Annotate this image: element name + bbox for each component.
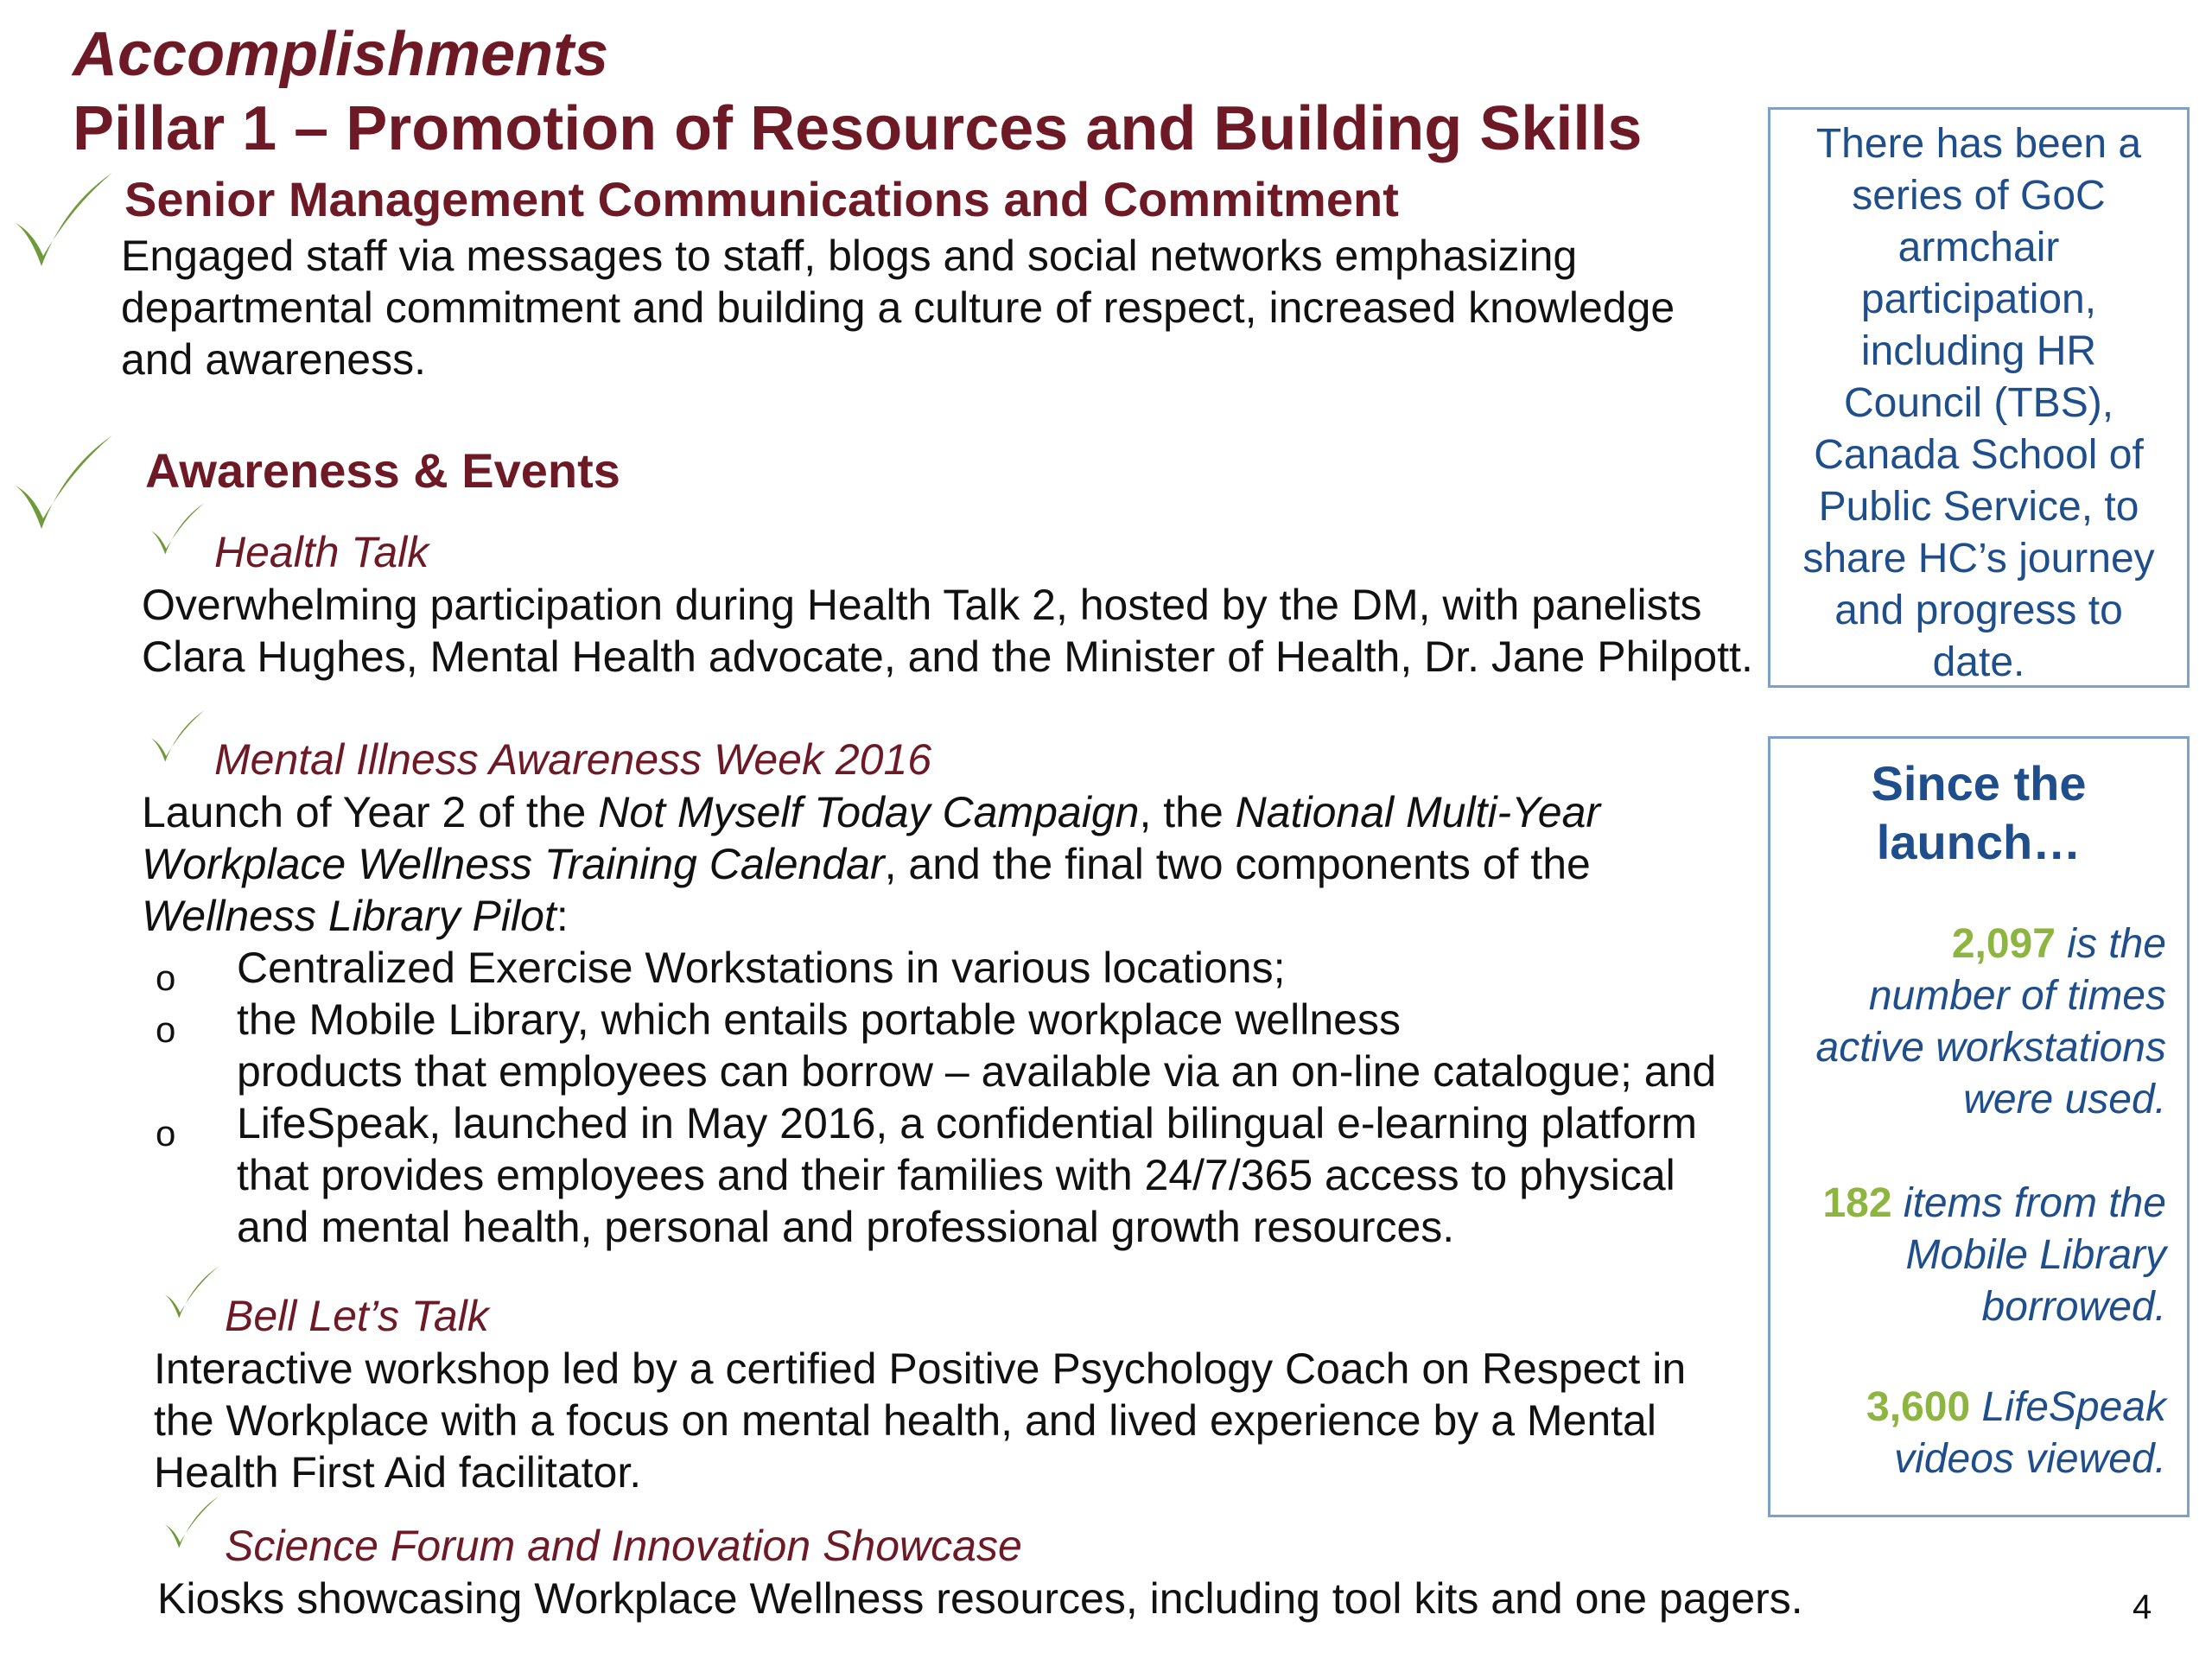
checkmark-icon — [145, 709, 209, 766]
health-talk-line-2: Clara Hughes, Mental Health advocate, and the Minister of Health, Dr. Jane Philpott. — [142, 632, 1753, 681]
stat-mobile-library: 182 items from the Mobile Library borrowed. — [1822, 1180, 2166, 1330]
subheading-miaw: Mental Illness Awareness Week 2016 — [214, 735, 932, 784]
page-subtitle: Pillar 1 – Promotion of Resources and Building Skills — [73, 94, 1643, 163]
list-item-continuation: that provides employees and their families with 24/7/365 access to physical — [237, 1151, 1675, 1199]
science-line-1: Kiosks showcasing Workplace Wellness resources, including tool kits and one pagers. — [157, 1574, 1803, 1623]
senior-line-3: and awareness. — [121, 335, 427, 384]
list-bullet: o — [156, 1113, 176, 1154]
checkmark-icon — [159, 1265, 223, 1322]
miaw-line-2: Workplace Wellness Training Calendar, and the final two components of the — [142, 840, 1591, 888]
sidebar-stats-box — [1768, 736, 2190, 1517]
miaw-line-3: Wellness Library Pilot: — [142, 892, 569, 940]
bell-line-1: Interactive workshop led by a certified Positive Psychology Coach on Respect in — [154, 1344, 1687, 1393]
bell-line-3: Health First Aid facilitator. — [154, 1448, 642, 1497]
stats-heading: Since the launch… — [1871, 756, 2087, 869]
list-bullet: o — [156, 1009, 176, 1050]
page-number: 4 — [2133, 1588, 2152, 1626]
list-item: LifeSpeak, launched in May 2016, a confidential bilingual e-learning platform — [237, 1099, 1697, 1147]
section-heading-awareness-events: Awareness & Events — [145, 443, 620, 498]
subheading-science-forum: Science Forum and Innovation Showcase — [225, 1522, 1022, 1570]
senior-line-1: Engaged staff via messages to staff, blogs and social networks emphasizing — [121, 232, 1578, 280]
checkmark-icon — [145, 501, 209, 558]
list-item: Centralized Exercise Workstations in various locations; — [237, 944, 1286, 992]
sidebar-callout-box — [1768, 107, 2190, 688]
stat-workstations: 2,097 is the number of times active workstations were used. — [1815, 921, 2166, 1122]
subheading-health-talk: Health Talk — [214, 528, 429, 576]
health-talk-line-1: Overwhelming participation during Health Talk 2, hosted by the DM, with panelists — [142, 581, 1702, 629]
list-item-continuation: products that employees can borrow – available via an on-line catalogue; and — [237, 1047, 1717, 1096]
list-bullet: o — [156, 957, 176, 998]
section-heading-senior-management: Senior Management Communications and Commitment — [124, 172, 1399, 226]
checkmark-icon — [12, 169, 114, 273]
miaw-line-1: Launch of Year 2 of the Not Myself Today Campaign, the National Multi-Year — [142, 788, 1601, 836]
checkmark-icon — [12, 432, 114, 536]
senior-line-2: departmental commitment and building a culture of respect, increased knowledge — [121, 283, 1675, 332]
page-title: Accomplishments — [73, 20, 609, 89]
checkmark-icon — [159, 1495, 223, 1552]
stat-lifespeak: 3,600 LifeSpeak videos viewed. — [1866, 1384, 2166, 1482]
subheading-bell-lets-talk: Bell Let’s Talk — [225, 1292, 489, 1340]
bell-line-2: the Workplace with a focus on mental health, and lived experience by a Mental — [154, 1396, 1656, 1445]
callout-text: There has been a series of GoC armchair participation, including HR Council (TBS), Canada School of Public Service, to share HC’s journey and progress to date. — [1802, 121, 2155, 685]
list-item-continuation: and mental health, personal and professional growth resources. — [237, 1203, 1455, 1251]
list-item: the Mobile Library, which entails portable workplace wellness — [237, 995, 1401, 1044]
